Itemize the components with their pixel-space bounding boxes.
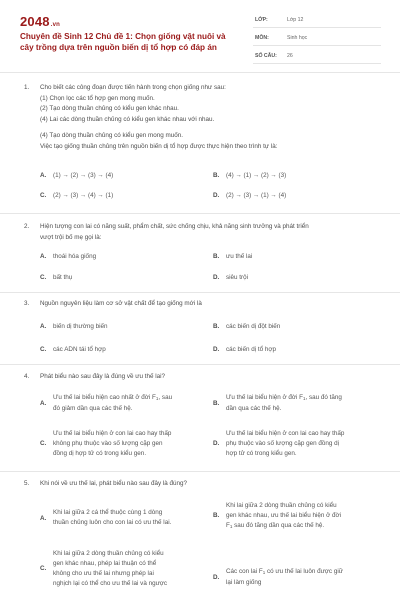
option-text [226, 501, 341, 532]
option-text: các biến dị đột biến [226, 323, 281, 330]
option-text [53, 393, 172, 414]
option-letter: C. [40, 192, 47, 199]
question-number: 5. [24, 480, 30, 487]
meta-row-subject [253, 32, 381, 46]
option-line: dần qua các thế hệ. [226, 405, 282, 412]
question-number: 2. [24, 223, 30, 230]
question-line: Cho biết các công đoạn được tiến hành trong chọn giống như sau: [40, 84, 226, 91]
question-text [40, 372, 380, 383]
option-a[interactable] [40, 393, 210, 415]
meta-row-count [253, 50, 381, 64]
option-line-1: Ưu thế lai biểu hiện ở đời $F_1$, sau đó tăng [226, 394, 342, 401]
question-line: (4) Tạo dòng thuần chủng có kiểu gen mong muốn. [40, 132, 184, 139]
option-b[interactable] [213, 501, 383, 533]
meta-box [253, 14, 381, 68]
option-letter: C. [40, 274, 47, 281]
option-line: thuần chủng luôn cho con lai có ưu thế lai. [53, 519, 172, 526]
question-line: Nguồn nguyên liệu làm cơ sở vật chất để tạo giống mới là [40, 300, 202, 307]
question-number: 1. [24, 84, 30, 91]
option-line: không cho ưu thế lai nhưng phép lai [53, 570, 154, 577]
option-text: (4) → (1) → (2) → (3) [226, 172, 287, 179]
question-number: 3. [24, 300, 30, 307]
option-letter: B. [213, 172, 220, 179]
question-text [40, 222, 380, 243]
document-title: Chuyên đề Sinh 12 Chủ đề 1: Chọn giống vật nuôi và cây trồng dựa trên nguồn biến dị tổ hợp có đáp án [20, 32, 226, 52]
question-line: Khi nói về ưu thế lai, phát biểu nào sau đây là đúng? [40, 480, 188, 487]
option-line: Ưu thế lai biểu hiện ở con lai cao hay thấp [226, 430, 345, 437]
option-text: bất thụ [53, 274, 73, 281]
option-letter: D. [213, 440, 220, 447]
option-text: (1) → (2) → (3) → (4) [53, 172, 114, 179]
option-letter: B. [213, 323, 220, 330]
divider [0, 471, 400, 472]
meta-value: Sinh học [287, 35, 308, 41]
option-text: (2) → (3) → (4) → (1) [53, 192, 114, 199]
option-d[interactable] [213, 567, 383, 589]
option-line-1: Ưu thế lai biểu hiện cao nhất ở đời $F_1$, sau [53, 394, 173, 401]
option-text: các biến dị tổ hợp [226, 346, 276, 353]
option-line-3: $F_1$ sau đó tăng dần qua các thế hệ. [226, 522, 325, 529]
option-line: không phụ thuộc vào số lượng cặp gen [53, 440, 163, 447]
option-text [53, 549, 167, 589]
divider [0, 213, 400, 214]
option-line: lại làm giống [226, 579, 262, 586]
question-line: vượt trội bố mẹ gọi là: [40, 233, 102, 241]
meta-label: MÔN: [255, 35, 269, 41]
divider [0, 364, 400, 365]
option-letter: C. [40, 440, 47, 447]
question-line: Hiện tượng con lai có năng suất, phẩm chất, sức chống chịu, khả năng sinh trưởng và phát triển [40, 223, 309, 230]
option-letter: A. [40, 515, 47, 522]
option-line: Khi lai giữa 2 cá thể thuộc cùng 1 dòng [53, 509, 163, 516]
option-letter: B. [213, 400, 220, 407]
divider [0, 72, 400, 73]
option-a[interactable] [40, 508, 210, 530]
option-letter: D. [213, 574, 220, 581]
option-line: Ưu thế lai biểu hiện ở con lai cao hay thấp [53, 430, 172, 437]
option-line: Khi lai giữa 2 dòng thuần chủng có kiểu [226, 502, 337, 509]
option-letter: A. [40, 323, 47, 330]
option-line: phụ thuộc vào số lượng cặp gen đồng dị [226, 440, 340, 447]
question-line: Phát biểu nào sau đây là đúng về ưu thế lai? [40, 373, 165, 380]
option-letter: B. [213, 253, 220, 260]
option-letter: D. [213, 274, 220, 281]
option-text: biến dị thường biến [53, 323, 108, 330]
option-text [226, 393, 342, 414]
logo-main: 2048 [20, 14, 50, 29]
option-c[interactable] [40, 549, 210, 591]
option-letter: D. [213, 346, 220, 353]
logo-suffix: .vn [50, 22, 61, 28]
option-b[interactable] [213, 393, 383, 415]
question-text [40, 83, 380, 152]
option-line-1: Các con lai $F_1$ có ưu thế lai luôn được giữ [226, 568, 343, 575]
meta-value: 26 [287, 53, 293, 59]
question-text [40, 479, 380, 490]
option-line: hợp tử có trong kiểu gen. [226, 450, 297, 457]
option-line: đó giảm dần qua các thế hệ. [53, 405, 133, 412]
question-text [40, 299, 380, 310]
option-text: các ADN tái tổ hợp [53, 346, 106, 353]
option-c[interactable] [40, 429, 210, 461]
option-text [226, 567, 343, 588]
option-letter: D. [213, 192, 220, 199]
question-line: (2) Tạo dòng thuần chủng có kiểu gen khác nhau. [40, 105, 179, 112]
divider [0, 292, 400, 293]
meta-row-class [253, 14, 381, 28]
option-line: Khi lai giữa 2 dòng thuần chủng có kiểu [53, 550, 164, 557]
option-letter: B. [213, 512, 220, 519]
question-line: Việc tạo giống thuần chủng trên nguồn biến dị tổ hợp được thực hiện theo trình tự là: [40, 142, 278, 150]
option-text: thoái hóa giống [53, 253, 97, 260]
option-letter: C. [40, 346, 47, 353]
option-text [226, 429, 344, 459]
option-letter: A. [40, 172, 47, 179]
option-text: siêu trội [226, 274, 249, 281]
option-d[interactable] [213, 429, 383, 461]
option-line: đồng dị hợp tử có trong kiểu gen. [53, 450, 147, 457]
site-logo[interactable] [20, 14, 60, 29]
option-letter: A. [40, 253, 47, 260]
question-line: (4) Lai các dòng thuần chủng có kiểu gen khác nhau với nhau. [40, 115, 215, 123]
question-line: (1) Chọn lọc các tổ hợp gen mong muốn. [40, 94, 155, 102]
meta-label: SỐ CÂU: [255, 53, 277, 59]
option-line: gen khác nhau, ưu thế lai biểu hiện ở đời [226, 512, 342, 519]
meta-label: LỚP: [255, 17, 268, 23]
option-letter: C. [40, 565, 47, 572]
option-text [53, 508, 171, 528]
meta-value: Lớp 12 [287, 17, 304, 23]
option-line: nghịch lại có thể cho ưu thế lai và ngược [53, 580, 168, 587]
option-letter: A. [40, 400, 47, 407]
option-text [53, 429, 171, 459]
option-line: gen khác nhau, phép lai thuận có thể [53, 560, 157, 567]
page-header [0, 0, 400, 72]
option-text: ưu thế lai [226, 253, 253, 260]
question-number: 4. [24, 373, 30, 380]
option-text: (2) → (3) → (1) → (4) [226, 192, 287, 199]
